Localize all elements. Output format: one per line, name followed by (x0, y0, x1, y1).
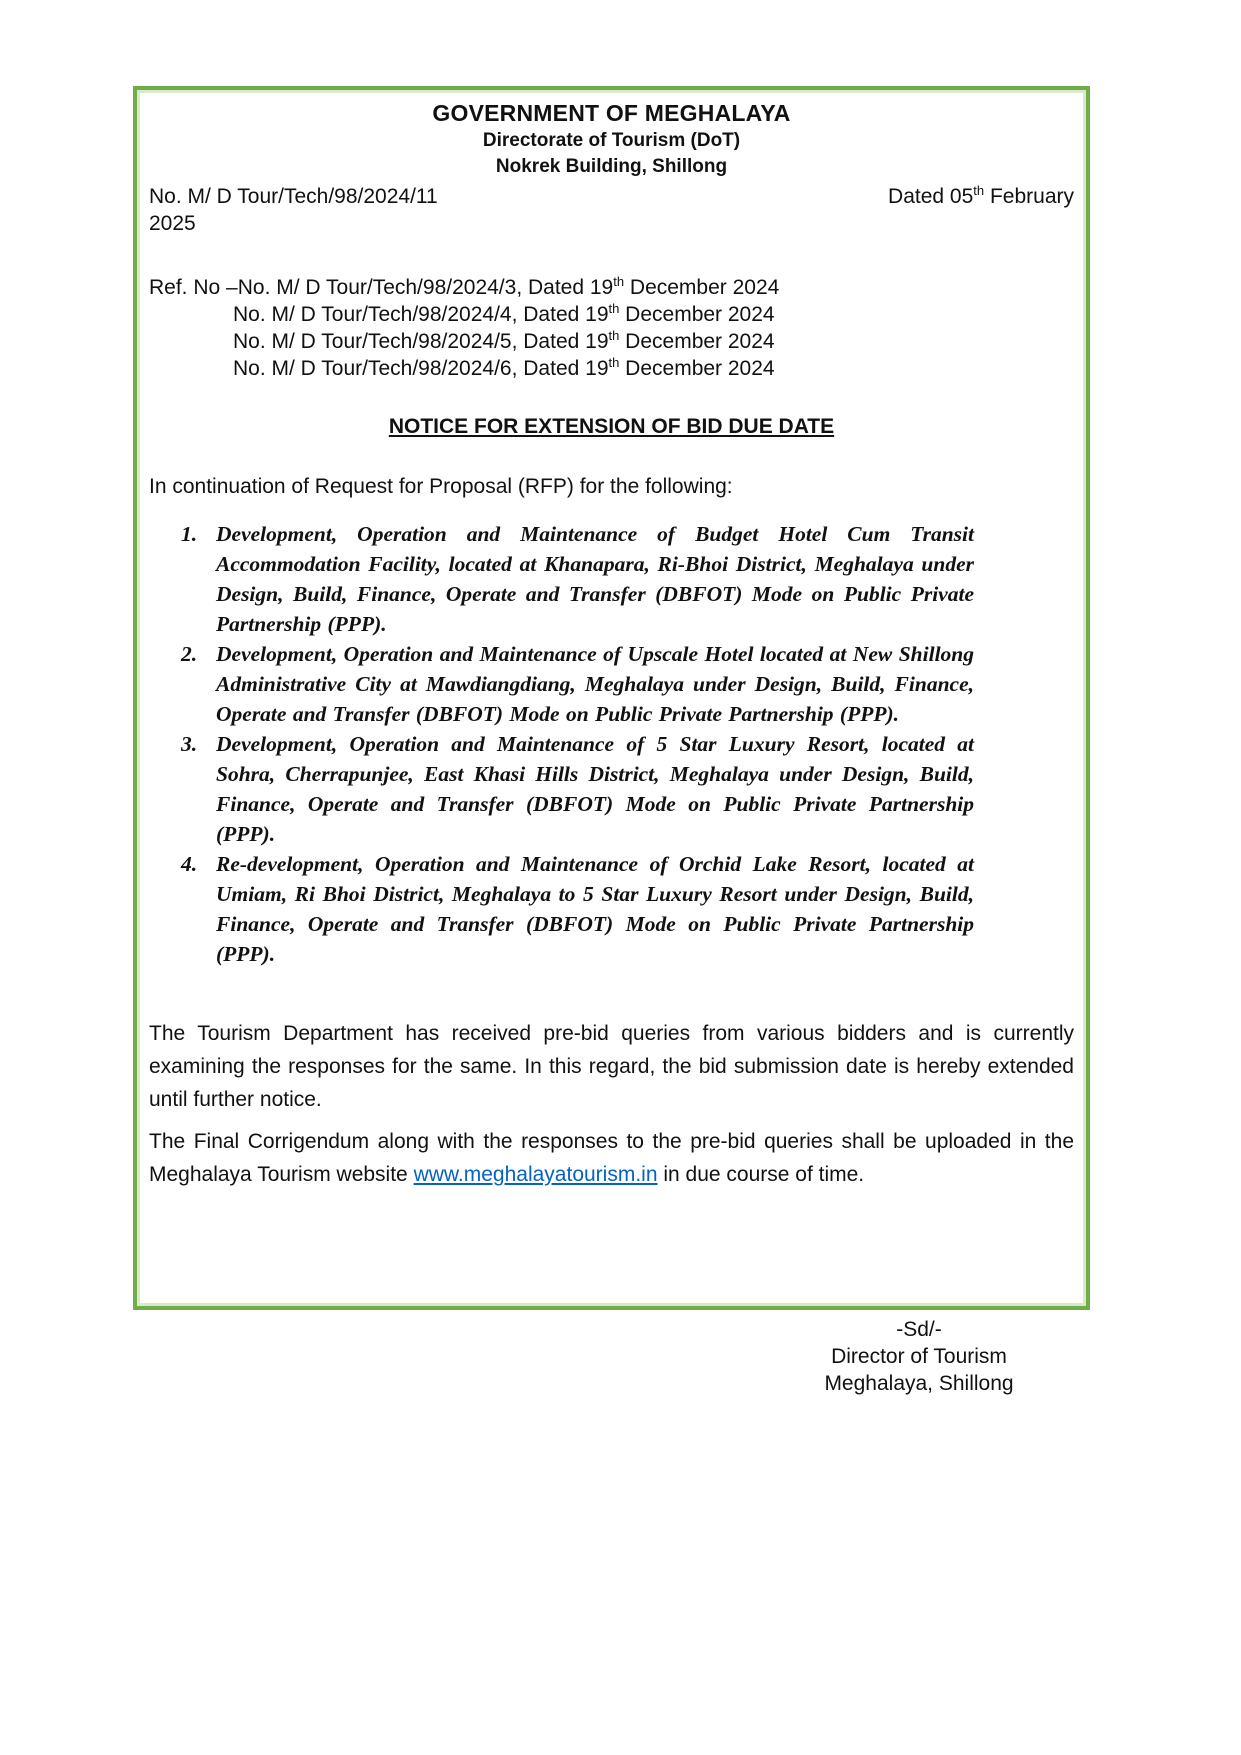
rfp-item-number: 1. (181, 522, 198, 546)
intro-paragraph: In continuation of Request for Proposal (RFP) for the following: (149, 475, 733, 498)
letterhead (149, 98, 1074, 180)
rfp-item-text: Development, Operation and Maintenance of 5 Star Luxury Resort, located at Sohra, Cherrapunjee, East Khasi Hills District, Meghalaya under Design, Build, Finance, Operate and Transfer (DBFOT) Mode on Public Private Partnership (PPP). (216, 732, 974, 846)
rfp-item (149, 729, 974, 849)
reference-line (149, 355, 1074, 382)
reference-item: No. M/ D Tour/Tech/98/2024/6, Dated 19th December 2024 (233, 355, 775, 380)
reference-item: No. M/ D Tour/Tech/98/2024/4, Dated 19th December 2024 (233, 301, 775, 326)
reference-item: No. M/ D Tour/Tech/98/2024/5, Dated 19th December 2024 (233, 328, 775, 353)
dated-label: Dated 05th February (888, 183, 1074, 208)
rfp-item-text: Development, Operation and Maintenance of Upscale Hotel located at New Shillong Administrative City at Mawdiangdiang, Meghalaya under Design, Build, Finance, Operate and Transfer (DBFOT) Mode on Public Private Partnership (PPP). (216, 642, 974, 726)
document-border-box (133, 86, 1090, 1395)
reference-item: No. M/ D Tour/Tech/98/2024/3, Dated 19th December 2024 (237, 274, 780, 299)
reference-line (149, 301, 1074, 328)
dept-name: Directorate of Tourism (DoT) (482, 130, 741, 151)
reference-list (149, 274, 1074, 382)
rfp-item-number: 3. (181, 732, 198, 756)
rfp-item-number: 4. (181, 852, 198, 876)
org-name: GOVERNMENT OF MEGHALAYA (432, 100, 791, 126)
notice-title: NOTICE FOR EXTENSION OF BID DUE DATE (388, 415, 835, 438)
ordinal-suffix: th (613, 274, 625, 289)
paragraph-text: in due course of time. (657, 1163, 865, 1186)
body-paragraph-1: The Tourism Department has received pre-bid queries from various bidders and is currently examining the responses for the same. In this regard, the bid submission date is hereby extended until further notice. (149, 1022, 1074, 1111)
rfp-item-number: 2. (181, 642, 198, 666)
reference-line (149, 328, 1074, 355)
ordinal-suffix: th (973, 183, 985, 198)
address-line: Nokrek Building, Shillong (495, 156, 728, 177)
rfp-item (149, 849, 974, 969)
signature-block (779, 1316, 1059, 1397)
reference-label: Ref. No – (149, 276, 238, 299)
ordinal-suffix: th (608, 328, 620, 343)
rfp-item-text: Re-development, Operation and Maintenance of Orchid Lake Resort, located at Umiam, Ri Bhoi District, Meghalaya to 5 Star Luxury Resort under Design, Build, Finance, Operate and Transfer (DBFOT) Mode on Public Private Partnership (PPP). (216, 852, 974, 966)
paragraph-text: The Final Corrigendum along with the responses to the pre-bid queries shall be uploaded in the Meghalaya Tourism website (149, 1130, 1074, 1186)
rfp-list (149, 519, 1074, 969)
tourism-website-link[interactable]: www.meghalayatourism.in (413, 1163, 658, 1186)
signature-sd: -Sd/- (896, 1318, 942, 1341)
rfp-item (149, 519, 974, 639)
signature-title: Director of Tourism (831, 1345, 1007, 1368)
body-paragraph-2 (149, 1125, 1074, 1191)
letter-number: No. M/ D Tour/Tech/98/2024/11 (149, 185, 438, 208)
rfp-item (149, 639, 974, 729)
signature-place: Meghalaya, Shillong (824, 1372, 1014, 1395)
letter-number-row (149, 183, 1074, 210)
ordinal-suffix: th (608, 301, 620, 316)
ordinal-suffix: th (608, 355, 620, 370)
rfp-item-text: Development, Operation and Maintenance of Budget Hotel Cum Transit Accommodation Facility, located at Khanapara, Ri-Bhoi District, Meghalaya under Design, Build, Finance, Operate and Transfer (DBFOT) Mode on Public Private Partnership (PPP). (216, 522, 974, 636)
reference-line (149, 274, 1074, 301)
dated-year-wrap: 2025 (149, 212, 196, 235)
